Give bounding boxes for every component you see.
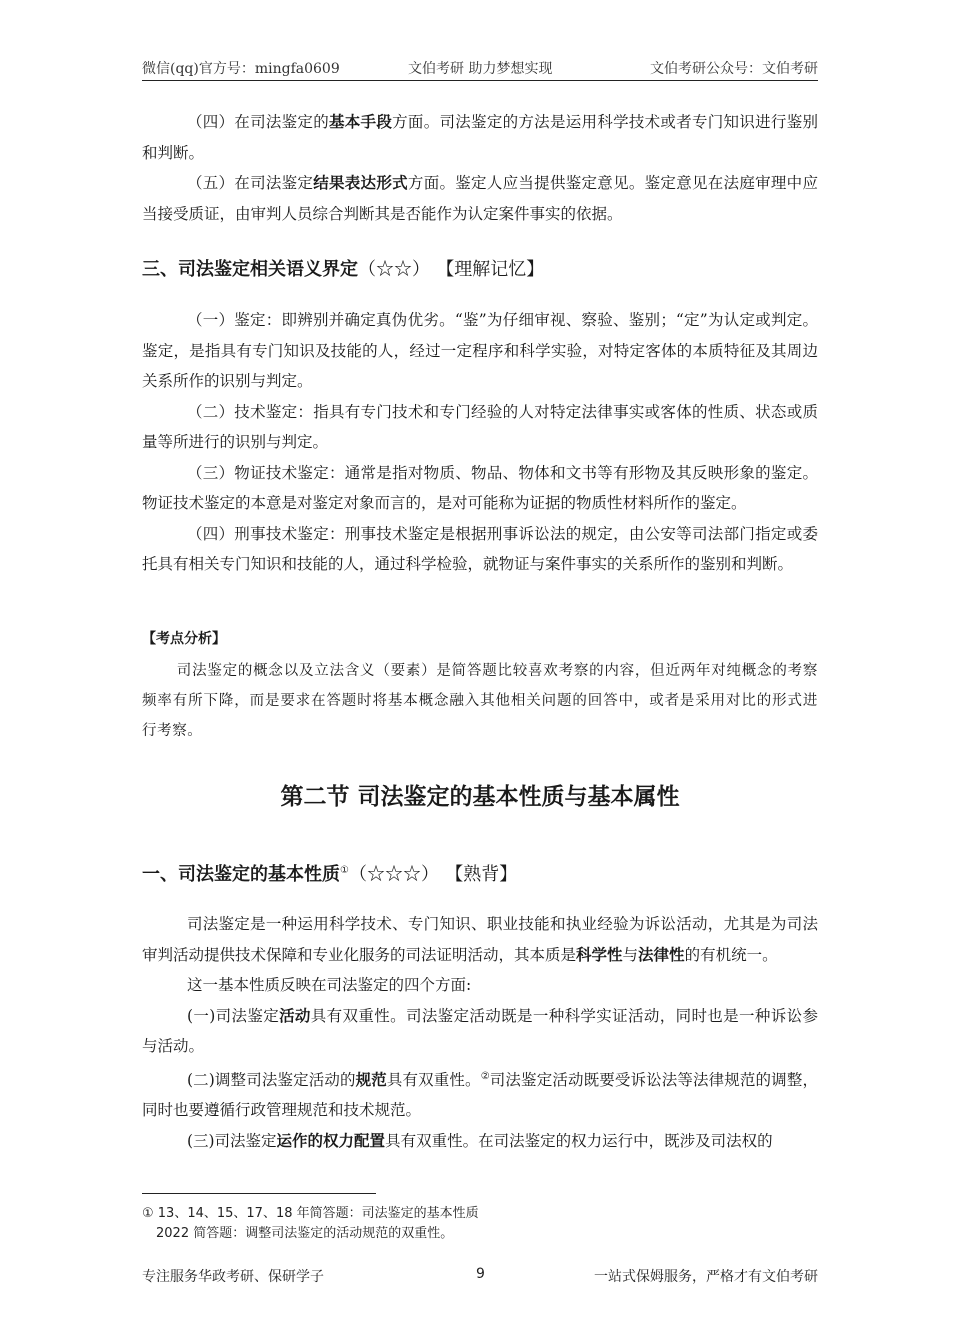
paragraph: （四）在司法鉴定的基本手段方面。司法鉴定的方法是运用科学技术或者专门知识进行鉴别和判断。	[142, 113, 818, 162]
header-left: 微信(qq)官方号：mingfa0609	[142, 61, 340, 77]
definition-item: （三）物证技术鉴定：通常是指对物质、物品、物体和文书等有形物及其反映形象的鉴定。物证技术鉴定的本意是对鉴定对象而言的，是对可能称为证据的物质性材料所作的鉴定。	[142, 463, 818, 512]
footnotes	[142, 1204, 818, 1244]
footnote-rule	[142, 1193, 376, 1194]
footnote-2: 2022 简答题：调整司法鉴定的活动规范的双重性。	[156, 1226, 454, 1241]
page-number: 9	[476, 1266, 485, 1282]
definitions-list	[142, 305, 818, 580]
footer-right: 一站式保姆服务，严格才有文伯考研	[594, 1269, 818, 1285]
paragraph: (二)调整司法鉴定活动的规范具有双重性。②司法鉴定活动既要受诉讼法等法律规范的调整，同时也要遵循行政管理规范和技术规范。	[142, 1070, 818, 1120]
heading-section-three: 三、司法鉴定相关语义界定（☆☆） 【理解记忆】	[142, 259, 545, 280]
definition-item: （二）技术鉴定：指具有专门技术和专门经验的人对特定法律事实或客体的性质、状态或质量等所进行的识别与判定。	[142, 402, 818, 451]
paragraph: （五）在司法鉴定结果表达形式方面。鉴定人应当提供鉴定意见。鉴定意见在法庭审理中应当接受质证，由审判人员综合判断其是否能作为认定案件事实的依据。	[142, 174, 818, 223]
header-center: 文伯考研 助力梦想实现	[408, 61, 553, 77]
nature-paragraphs	[142, 909, 818, 1156]
analysis-title: 【考点分析】	[142, 631, 226, 647]
footer-left: 专注服务华政考研、保研学子	[142, 1269, 324, 1285]
footnote-marker: ①	[340, 865, 349, 876]
page-footer	[142, 1266, 818, 1288]
analysis-text: 司法鉴定的概念以及立法含义（要素）是简答题比较喜欢考察的内容，但近两年对纯概念的考察频率有所下降，而是要求在答题时将基本概念融入其他相关问题的回答中，或者是采用对比的形式进行考察。	[142, 663, 818, 739]
footnote-1: ① 13、14、15、17、18 年简答题：司法鉴定的基本性质	[142, 1206, 479, 1221]
paragraph: 司法鉴定是一种运用科学技术、专门知识、职业技能和执业经验为诉讼活动，尤其是为司法审判活动提供技术保障和专业化服务的司法证明活动，其本质是科学性与法律性的有机统一。	[142, 915, 818, 964]
header-right: 文伯考研公众号：文伯考研	[650, 61, 818, 77]
definition-item: （四）刑事技术鉴定：刑事技术鉴定是根据刑事诉讼法的规定，由公安等司法部门指定或委托具有相关专门知识和技能的人，通过科学检验，就物证与案件事实的关系所作的鉴别和判断。	[142, 524, 818, 573]
heading-basic-nature: 一、司法鉴定的基本性质①（☆☆☆） 【熟背】	[142, 864, 518, 885]
paragraph: 这一基本性质反映在司法鉴定的四个方面:	[186, 976, 472, 994]
paragraph: (三)司法鉴定运作的权力配置具有双重性。在司法鉴定的权力运行中，既涉及司法权的	[186, 1131, 773, 1150]
paragraph: (一)司法鉴定活动具有双重性。司法鉴定活动既是一种科学实证活动，同时也是一种诉讼参与活动。	[142, 1006, 818, 1055]
section-title: 第二节 司法鉴定的基本性质与基本属性	[280, 784, 680, 810]
top-paragraphs	[142, 107, 818, 229]
header-rule	[142, 80, 818, 81]
page-header	[142, 58, 818, 80]
footnote-marker: ②	[480, 1070, 490, 1082]
definition-item: （一）鉴定：即辨别并确定真伪优劣。“鉴”为仔细审视、察验、鉴别；“定”为认定或判定。鉴定，是指具有专门知识及技能的人，经过一定程序和科学实验，对特定客体的本质特征及其周边关系所作的识别与判定。	[142, 311, 818, 390]
